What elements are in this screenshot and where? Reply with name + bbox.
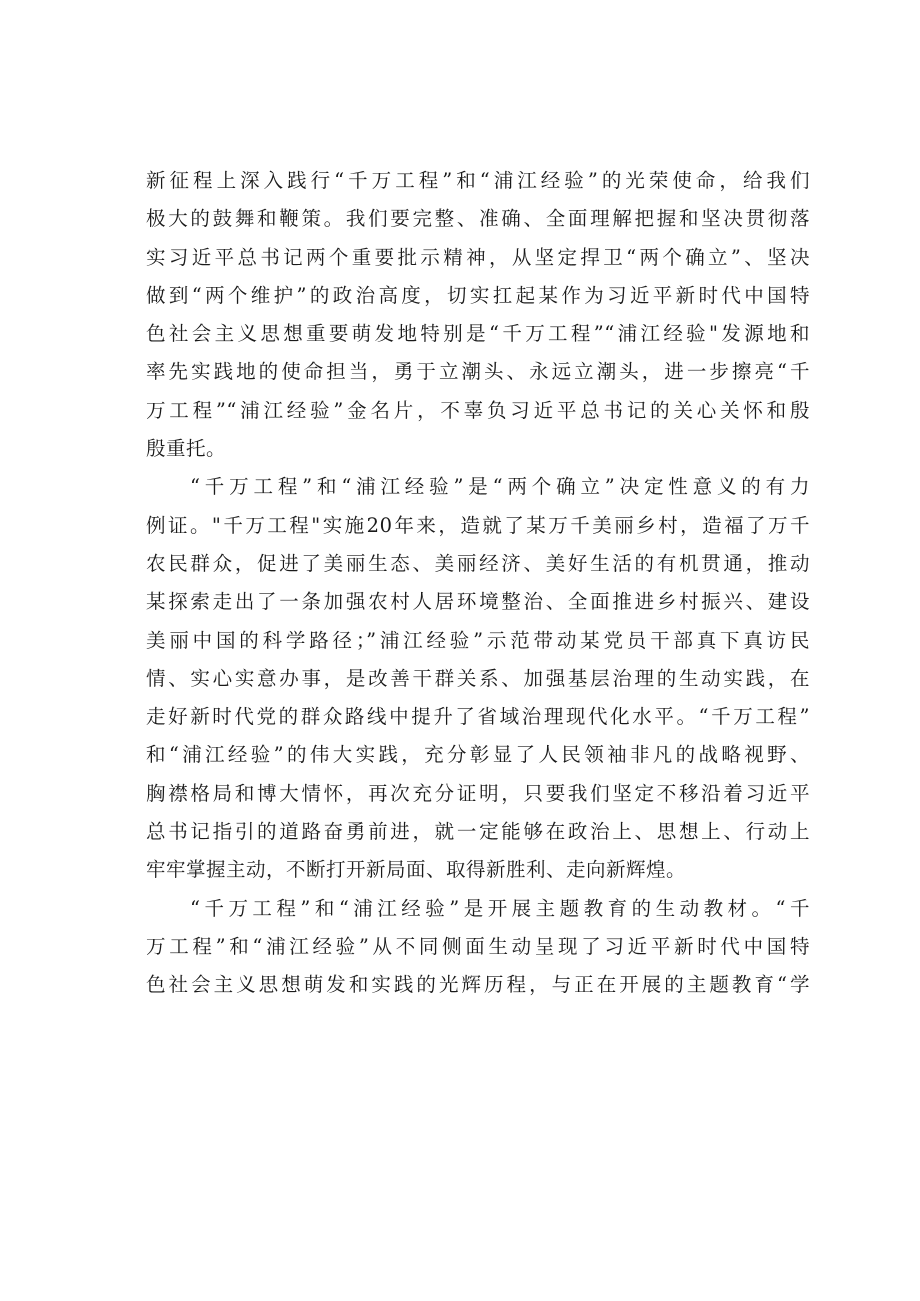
text-line: 色社会主义思想萌发和实践的光辉历程，与正在开展的主题教育“学 <box>146 973 810 997</box>
text-line: 美丽中国的科学路径；”浦江经验”示范带动某党员干部真下真访民 <box>146 628 810 652</box>
text-line: “千万工程”和“浦江经验”是开展主题教育的生动教材。“千 <box>190 896 810 920</box>
text-line: 新征程上深入践行“千万工程”和“浦江经验”的光荣使命，给我们 <box>146 169 810 192</box>
text-line: 极大的鼓舞和鞭策。我们要完整、准确、全面理解把握和坚决贯彻落 <box>146 207 810 231</box>
text-line: 例证。"千万工程"实施20年来，造就了某万千美丽乡村，造福了万千 <box>146 513 810 537</box>
text-line: 走好新时代党的群众路线中提升了省域治理现代化水平。“千万工程” <box>146 705 810 729</box>
text-line: 色社会主义思想重要萌发地特别是“千万工程”“浦江经验"发源地和 <box>146 322 810 346</box>
text-line: 情、实心实意办事，是改善干群关系、加强基层治理的生动实践，在 <box>146 666 810 690</box>
text-line: 万工程”“浦江经验”金名片，不辜负习近平总书记的关心关怀和殷 <box>146 398 810 422</box>
text-line: 农民群众，促进了美丽生态、美丽经济、美好生活的有机贯通，推动 <box>146 551 810 575</box>
paragraph-1 <box>146 162 810 468</box>
text-line: 率先实践地的使命担当，勇于立潮头、永远立潮头，进一步擦亮“千 <box>146 360 810 384</box>
text-line: 总书记指引的道路奋勇前进，就一定能够在政治上、思想上、行动上 <box>146 820 810 844</box>
paragraph-2 <box>146 468 810 889</box>
text-line: “千万工程”和“浦江经验”是“两个确立”决定性意义的有力 <box>190 475 810 499</box>
text-line: 牢牢掌握主动，不断打开新局面、取得新胜利、走向新辉煌。 <box>146 858 687 882</box>
document-body <box>146 162 810 1005</box>
text-line: 实习近平总书记两个重要批示精神，从坚定捍卫“两个确立”、坚决 <box>146 245 810 269</box>
text-line: 殷重托。 <box>146 437 227 461</box>
paragraph-3 <box>146 890 810 1005</box>
text-line: 和“浦江经验”的伟大实践，充分彰显了人民领袖非凡的战略视野、 <box>146 743 810 767</box>
text-line: 万工程”和“浦江经验”从不同侧面生动呈现了习近平新时代中国特 <box>146 934 810 958</box>
text-line: 某探索走出了一条加强农村人居环境整治、全面推进乡村振兴、建设 <box>146 590 810 614</box>
text-line: 胸襟格局和博大情怀，再次充分证明，只要我们坚定不移沿着习近平 <box>146 781 810 805</box>
text-line: 做到“两个维护”的政治高度，切实扛起某作为习近平新时代中国特 <box>146 283 810 307</box>
